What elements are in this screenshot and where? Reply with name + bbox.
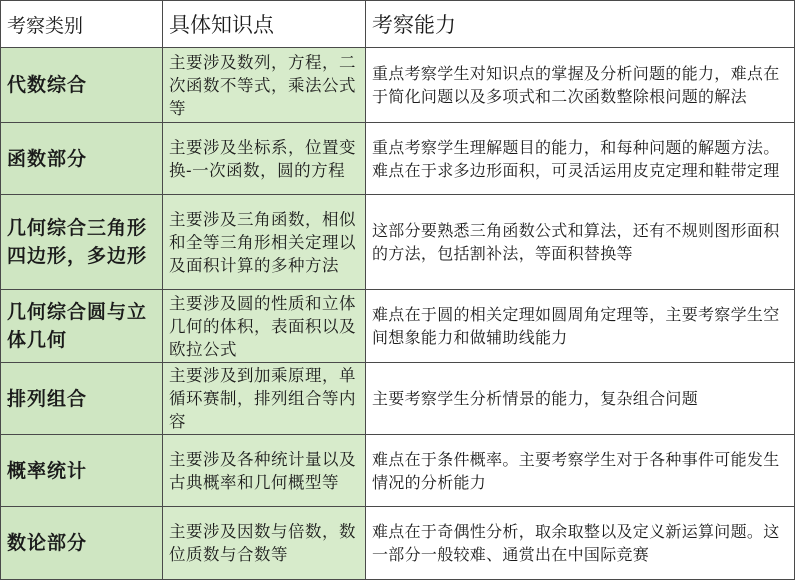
ability-cell: 重点考察学生对知识点的掌握及分析问题的能力，难点在于简化问题以及多项式和二次函数整除根问题的解法: [366, 48, 795, 123]
header-category: 考察类别: [1, 1, 163, 48]
ability-cell: 重点考察学生理解题目的能力，和每种问题的解题方法。难点在于求多边形面积，可灵活运用皮克定理和鞋带定理: [366, 123, 795, 195]
table-row: [1, 507, 795, 580]
header-ability: 考察能力: [366, 1, 795, 48]
knowledge-points-cell: 主要涉及坐标系，位置变换-一次函数，圆的方程: [163, 123, 366, 195]
table-row: [1, 290, 795, 363]
table-row: [1, 123, 795, 195]
ability-cell: 难点在于奇偶性分析，取余取整以及定义新运算问题。这一部分一般较难、通赏出在中国际竞赛: [366, 507, 795, 580]
ability-cell: 主要考察学生分析情景的能力，复杂组合问题: [366, 363, 795, 435]
ability-cell: 难点在于圆的相关定理如圆周角定理等，主要考察学生空间想象能力和做辅助线能力: [366, 290, 795, 363]
knowledge-points-cell: 主要涉及圆的性质和立体几何的体积，表面积以及欧拉公式: [163, 290, 366, 363]
header-knowledge-points: 具体知识点: [163, 1, 366, 48]
table-row: [1, 48, 795, 123]
ability-cell: 这部分要熟悉三角函数公式和算法，还有不规则图形面积的方法，包括割补法，等面积替换等: [366, 195, 795, 290]
category-cell: 数论部分: [1, 507, 163, 580]
table-row: [1, 435, 795, 507]
category-cell: 几何综合圆与立体几何: [1, 290, 163, 363]
knowledge-points-cell: 主要涉及三角函数，相似和全等三角形相关定理以及面积计算的多种方法: [163, 195, 366, 290]
category-cell: 代数综合: [1, 48, 163, 123]
knowledge-points-cell: 主要涉及因数与倍数，数位质数与合数等: [163, 507, 366, 580]
category-cell: 函数部分: [1, 123, 163, 195]
category-cell: 几何综合三角形四边形，多边形: [1, 195, 163, 290]
ability-cell: 难点在于条件概率。主要考察学生对于各种事件可能发生情况的分析能力: [366, 435, 795, 507]
knowledge-points-cell: 主要涉及到加乘原理，单循环赛制，排列组合等内容: [163, 363, 366, 435]
table-row: [1, 195, 795, 290]
header-row: [1, 1, 795, 48]
knowledge-points-cell: 主要涉及各种统计量以及古典概率和几何概型等: [163, 435, 366, 507]
category-cell: 排列组合: [1, 363, 163, 435]
table-row: [1, 363, 795, 435]
knowledge-points-cell: 主要涉及数列，方程，二次函数不等式，乘法公式等: [163, 48, 366, 123]
category-cell: 概率统计: [1, 435, 163, 507]
